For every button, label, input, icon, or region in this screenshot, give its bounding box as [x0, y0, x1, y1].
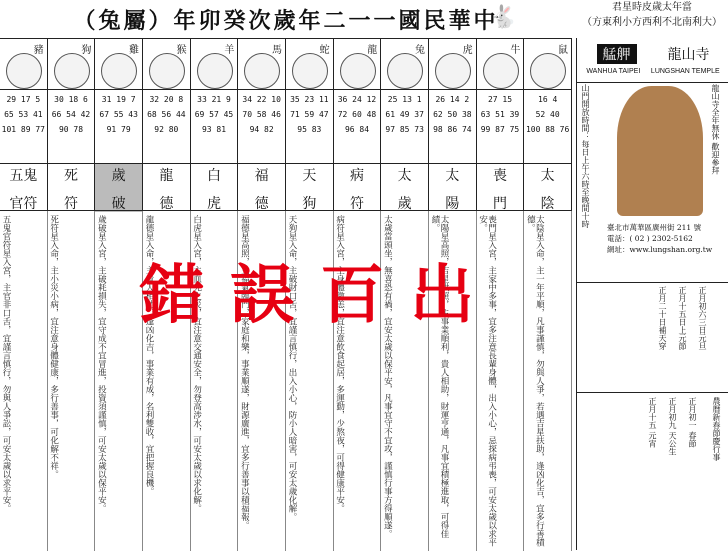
- age-numbers: [429, 89, 476, 137]
- star-cell: [143, 163, 190, 212]
- age-row: 93 81: [201, 125, 227, 134]
- body-column-text: 太歲當頭坐，無喜恐有禍，宜安太歲以保平安，凡事宜守不宜攻，謹慎行事方得順遂。: [382, 215, 393, 538]
- age-row: 91 79: [106, 125, 131, 134]
- zodiac-animal-icon: [149, 53, 185, 89]
- body-column-text: 天狗星入命，主破財口舌，宜謹言慎行，出入小心，防小人暗害，可安太歲化解。: [287, 215, 297, 521]
- buddha-image: [617, 86, 703, 216]
- zodiac-animal-icon: [197, 53, 233, 89]
- side-note-1: 正月初六三日元旦: [698, 286, 707, 350]
- right-header: [576, 0, 728, 38]
- star-cell: [524, 163, 571, 212]
- star-bottom: 陽: [445, 196, 460, 212]
- zodiac-animal-icon: [101, 53, 137, 89]
- right-header-line2: （方東利小方西利不北南利大）: [582, 17, 722, 28]
- zodiac-column: [95, 39, 143, 211]
- temple-name-right: 龍山寺: [667, 47, 710, 63]
- age-row: 65 53 41: [4, 110, 43, 119]
- age-row: 98 86 74: [433, 125, 472, 134]
- age-row: 94 82: [249, 125, 274, 134]
- star-cell: [334, 163, 381, 212]
- error-stamp: 錯誤百出: [140, 258, 500, 333]
- star-top: 龍: [159, 168, 174, 184]
- age-numbers: [0, 89, 47, 137]
- zodiac-animal-icon: [435, 53, 471, 89]
- age-row: 100 88 76: [525, 125, 570, 134]
- star-bottom: 德: [159, 196, 174, 212]
- zodiac-name: 羊: [224, 45, 235, 56]
- age-row: 32 20 8: [149, 95, 184, 104]
- zodiac-name: 豬: [33, 45, 44, 56]
- title-text: （兔屬）年卯癸次歲年二一一國民華中: [73, 7, 499, 34]
- age-numbers: [48, 89, 95, 137]
- age-row: 27 15: [487, 95, 513, 104]
- age-row: 36 24 12: [337, 95, 377, 104]
- zodiac-name: 兔: [414, 45, 425, 56]
- age-row: 52 40: [535, 110, 560, 119]
- zodiac-animal-icon: [340, 53, 376, 89]
- age-numbers: [524, 89, 571, 137]
- festival-row: 正月初九 天公生: [668, 397, 677, 456]
- zodiac-column: [0, 39, 48, 211]
- age-row: 35 23 11: [290, 95, 329, 104]
- star-bottom: 破: [111, 196, 126, 212]
- zodiac-name: 馬: [271, 45, 282, 56]
- body-column: [95, 211, 143, 551]
- star-cell: [48, 163, 95, 212]
- body-column-text: 白虎星入宮，主血光之災，宜注意交通安全，勿登高涉水，可安太歲以求化解。: [191, 215, 202, 513]
- body-column-text: 病符星入宮，主身體微恙，宜注意飲食起居，多運動，少熬夜，可得健康平安。: [334, 215, 345, 513]
- star-top: 喪: [492, 168, 507, 184]
- age-row: 99 87 75: [480, 125, 520, 134]
- star-bottom: 虎: [206, 196, 221, 212]
- age-numbers: [477, 89, 524, 137]
- age-numbers: [381, 89, 428, 137]
- age-numbers: [95, 89, 142, 137]
- star-top: 病: [349, 168, 364, 184]
- zodiac-column: [381, 39, 429, 211]
- age-row: 26 14 2: [435, 95, 470, 104]
- side-note-2: 正月十五日上元節: [678, 286, 687, 350]
- festival-row: 正月初一 春節: [688, 397, 697, 448]
- star-bottom: 門: [492, 196, 507, 212]
- age-row: 95 83: [297, 125, 322, 134]
- star-bottom: 狗: [302, 196, 317, 212]
- age-row: 34 22 10: [242, 95, 281, 104]
- star-cell: [0, 163, 47, 212]
- side-vertical-left: 山門開放時間：每日上午六時至晚間十時: [581, 84, 590, 228]
- star-cell: [95, 163, 142, 212]
- age-row: 63 51 39: [480, 110, 520, 119]
- star-bottom: 符: [349, 196, 364, 212]
- zodiac-column: [477, 39, 525, 211]
- age-row: 68 56 44: [147, 110, 186, 119]
- star-bottom: 歲: [397, 196, 412, 212]
- zodiac-animal-icon: [483, 53, 519, 89]
- age-row: 96 84: [344, 125, 370, 134]
- body-column-text: 喪門星入宮，主家中多事，宜多注意長輩身體，出入小心，忌探病弔喪，可安太歲以求平安。: [477, 215, 497, 547]
- zodiac-animal-icon: [244, 53, 280, 89]
- zodiac-column: [143, 39, 191, 211]
- temple-english-right: LUNGSHAN TEMPLE: [650, 68, 720, 75]
- side-vertical-right: 龍山寺全年無休 歡迎參拜: [711, 84, 720, 175]
- age-row: 97 85 73: [385, 125, 424, 134]
- zodiac-animal-icon: [530, 53, 566, 89]
- address-line: 臺北市萬華區廣州街 211 號: [607, 223, 702, 232]
- festival-table-title: 農曆新春節慶行事: [712, 397, 721, 461]
- body-column-text: 龍德星入命，主貴人相助，逢凶化吉，事業有成，名利雙收，宜把握良機。: [144, 215, 154, 496]
- zodiac-animal-icon: [387, 53, 423, 89]
- age-row: 71 59 47: [290, 110, 329, 119]
- rabbit-icon: 🐇: [489, 4, 520, 30]
- body-column-text: 福德星高照，主福氣臨門，家庭和樂，事業順遂，財源廣進，宜多行善事以積福報。: [239, 215, 250, 530]
- star-bottom: 陰: [540, 196, 555, 212]
- star-top: 太: [540, 168, 555, 184]
- temple-info: [577, 82, 728, 283]
- right-header-line1: 君星時皮歲太年當: [612, 2, 692, 13]
- star-cell: [286, 163, 333, 212]
- star-cell: [191, 163, 238, 212]
- body-column: [524, 211, 572, 551]
- age-row: 25 13 1: [387, 95, 422, 104]
- temple-address: [607, 222, 725, 255]
- age-row: 31 19 7: [101, 95, 136, 104]
- star-top: 福: [254, 168, 269, 184]
- page-title: [0, 0, 572, 38]
- zodiac-column: [238, 39, 286, 211]
- age-row: 101 89 77: [1, 125, 45, 134]
- zodiac-column: [286, 39, 334, 211]
- star-bottom: 德: [254, 196, 269, 212]
- age-numbers: [334, 89, 381, 137]
- zodiac-column: [524, 39, 572, 211]
- zodiac-name: 鼠: [557, 45, 568, 56]
- age-numbers: [238, 89, 285, 137]
- age-row: 33 21 9: [197, 95, 231, 104]
- age-row: 67 55 43: [99, 110, 138, 119]
- side-note-3: 正月二十日補天穿: [658, 286, 667, 350]
- body-column-text: 五鬼官符星入宮，主官非口舌，宜謹言慎行，勿與人爭訟，可安太歲以求平安。: [1, 215, 11, 513]
- body-column: [48, 211, 96, 551]
- zodiac-name: 龍: [367, 45, 378, 56]
- age-row: 16 4: [538, 95, 558, 104]
- age-row: 61 49 37: [385, 110, 424, 119]
- zodiac-animal-icon: [6, 53, 42, 89]
- zodiac-name: 狗: [81, 45, 92, 56]
- star-cell: [381, 163, 428, 212]
- age-row: 66 54 42: [51, 110, 91, 119]
- age-row: 30 18 6: [54, 95, 88, 104]
- phone-line: 電話：( 02 ) 2302-5162: [607, 234, 693, 243]
- zodiac-column: [334, 39, 382, 211]
- zodiac-name: 猴: [176, 45, 187, 56]
- star-cell: [477, 163, 524, 212]
- zodiac-name: 牛: [510, 45, 521, 56]
- body-column: [0, 211, 48, 551]
- age-numbers: [286, 89, 333, 137]
- zodiac-animal-icon: [292, 53, 328, 89]
- age-numbers: [143, 89, 190, 137]
- zodiac-name: 蛇: [319, 45, 330, 56]
- body-column-text: 死符星入命，主小災小病，宜注意身體健康，多行善事，可化解不祥。: [48, 215, 59, 479]
- star-top: 白: [206, 168, 221, 184]
- zodiac-animal-icon: [54, 53, 90, 89]
- temple-name-left: 艋舺: [597, 44, 637, 64]
- star-cell: [238, 163, 285, 212]
- age-row: 92 80: [154, 125, 179, 134]
- star-top: 太: [445, 168, 460, 184]
- age-numbers: [191, 89, 238, 137]
- website-line[interactable]: 網址：www.lungshan.org.tw: [607, 245, 713, 254]
- zodiac-name: 虎: [462, 45, 473, 56]
- star-top: 五鬼: [9, 168, 38, 184]
- star-cell: [429, 163, 476, 212]
- body-column-text: 歲破星入宮，主破耗損失，宜守成不宜冒進，投資須謹慎，可安太歲以保平安。: [96, 215, 107, 513]
- age-row: 69 57 45: [194, 110, 234, 119]
- star-bottom: 符: [63, 196, 78, 212]
- zodiac-grid: [0, 38, 572, 211]
- age-row: 62 50 38: [433, 110, 472, 119]
- age-row: 29 17 5: [6, 95, 41, 104]
- star-top: 死: [63, 168, 78, 184]
- festival-row: 正月十五 元宵: [648, 397, 657, 448]
- star-top: 天: [302, 168, 317, 184]
- age-row: 90 78: [58, 125, 84, 134]
- temple-english-left: WANHUA TAIPEI: [586, 68, 641, 75]
- age-row: 70 58 46: [242, 110, 281, 119]
- star-bottom: 官符: [9, 196, 38, 212]
- temple-sidebar: [576, 38, 728, 550]
- age-row: 72 60 48: [337, 110, 377, 119]
- side-lower-notes: [577, 282, 728, 550]
- star-top: 太: [397, 168, 412, 184]
- star-top: 歲: [111, 168, 126, 184]
- zodiac-column: [191, 39, 239, 211]
- zodiac-column: [429, 39, 477, 211]
- temple-title-box: [577, 38, 728, 83]
- zodiac-column: [48, 39, 96, 211]
- festival-table: [577, 392, 728, 547]
- body-column-text: 太陽星高照，吉星拱照，主事業順利，貴人相助，財運亨通，凡事宜積極進取，可得佳績。: [430, 215, 449, 538]
- body-column-text: 太陰星入命，主一年平順，凡事謹慎，勿與人爭，若遇吉星扶助，逢凶化吉，宜多行善積德。: [525, 215, 545, 547]
- zodiac-name: 雞: [128, 45, 139, 56]
